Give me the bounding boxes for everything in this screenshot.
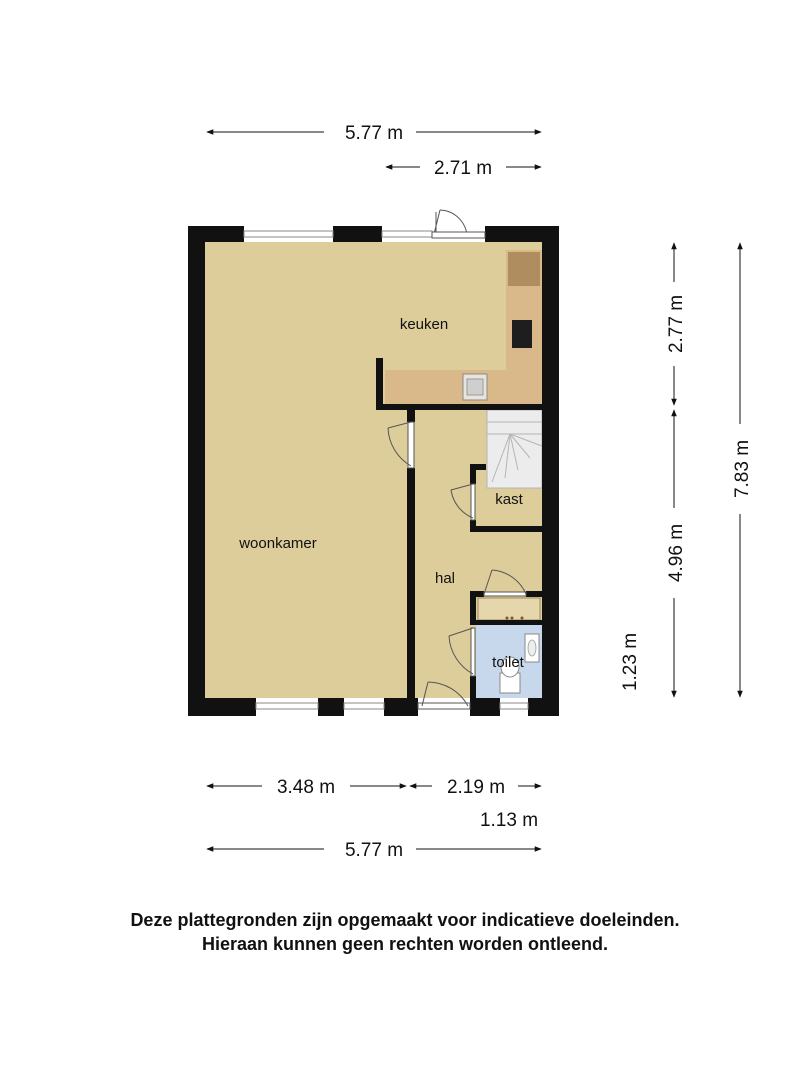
- dimension-label-toilet-width: 1.13 m: [479, 810, 539, 831]
- dimension-label-bottom-right: 2.19 m: [446, 777, 506, 798]
- dimension-label-top-door: 2.71 m: [433, 158, 493, 179]
- staircase: [487, 410, 542, 488]
- room-label-toilet: toilet: [492, 654, 524, 671]
- room-label-keuken: keuken: [399, 316, 449, 333]
- disclaimer-line-1: Deze plattegronden zijn opgemaakt voor indicatieve doeleinden.: [130, 910, 680, 930]
- room-label-kast: kast: [495, 491, 523, 508]
- dimension-label-top-total: 5.77 m: [344, 123, 404, 144]
- dimension-label-right-total: 7.83 m: [732, 439, 753, 499]
- washbasin-icon: [525, 634, 539, 662]
- dimension-label-right-lower: 4.96 m: [666, 523, 687, 583]
- room-label-hal: hal: [434, 570, 456, 587]
- dimension-label-bottom-left: 3.48 m: [276, 777, 336, 798]
- storage-shelf: [478, 598, 540, 620]
- dimension-label-bottom-total: 5.77 m: [344, 840, 404, 861]
- disclaimer-line-2: Hieraan kunnen geen rechten worden ontleend.: [201, 934, 609, 954]
- room-label-woonkamer: woonkamer: [239, 535, 317, 552]
- sink-icon: [463, 374, 487, 400]
- dimension-label-right-kitchen: 2.77 m: [666, 294, 687, 354]
- cooktop-icon: [512, 320, 532, 348]
- dimension-label-toilet-depth: 1.23 m: [620, 632, 641, 692]
- door-back: [432, 210, 485, 238]
